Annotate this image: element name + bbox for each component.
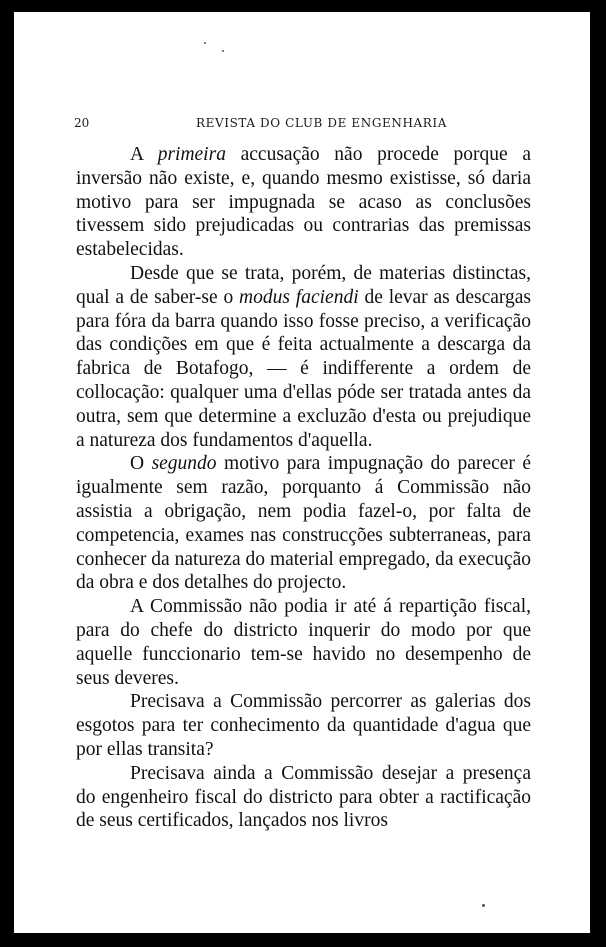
ink-speck bbox=[482, 904, 485, 907]
paragraph bbox=[76, 262, 531, 452]
paragraph bbox=[76, 762, 531, 833]
book-page bbox=[14, 12, 590, 933]
paragraph bbox=[76, 452, 531, 595]
paragraph bbox=[76, 595, 531, 690]
body-text bbox=[76, 143, 531, 833]
paragraph bbox=[76, 143, 531, 262]
paragraph-text: A Commissão não podia ir até á repartição fiscal, para do chefe do districto inquerir do modo por que aquelle funccionario tem-se havido no desempenho de seus deveres. bbox=[76, 596, 531, 689]
paragraph-text: de levar as descargas para fóra da barra quando isso fosse preciso, a verificação das condições em que é feita actualmente a descarga da fabrica de Botafogo, — é indifferente a ordem de collocação: qualquer uma d'ellas póde ser tratada antes da outra, sem que determine a excluzão d'esta ou prejudique a natureza dos fundamentos d'aquella. bbox=[76, 286, 532, 451]
emphasis: modus faciendi bbox=[239, 286, 359, 308]
paragraph-text: Precisava ainda a Commissão desejar a presença do engenheiro fiscal do districto para obter a ractificação de seus certificados, lançados nos livros bbox=[76, 762, 531, 832]
ink-speck bbox=[222, 50, 224, 52]
paragraph-text: accusação não procede porque a inversão não existe, e, quando mesmo existisse, só daria motivo para ser impugnada se acaso as conclusões tivessem sido prejudicadas ou contrarias das premissas estabelecidas. bbox=[76, 144, 531, 261]
paragraph-text: O bbox=[130, 453, 152, 475]
emphasis: primeira bbox=[157, 144, 226, 165]
page-number: 20 bbox=[74, 116, 90, 130]
ink-speck bbox=[204, 42, 206, 44]
paragraph-text: A bbox=[130, 144, 158, 165]
paragraph-text: Precisava a Commissão percorrer as galerias dos esgotos para ter conhecimento da quantidade d'agua que por ellas transita? bbox=[76, 691, 531, 760]
paragraph-text: motivo para impugnação do parecer é igualmente sem razão, porquanto á Commissão não assistia a obrigação, nem podia fazel-o, por falta de competencia, exames nas construcções subterraneas, para conhecer da natureza do material empregado, da execução da obra e dos detalhes do projecto. bbox=[76, 453, 531, 594]
emphasis: segundo bbox=[151, 453, 217, 475]
running-head bbox=[74, 116, 544, 136]
paragraph-text: Desde que se trata, porém, de materias distinctas, qual a de saber-se o bbox=[76, 262, 531, 308]
journal-title: REVISTA DO CLUB DE ENGENHARIA bbox=[196, 116, 448, 130]
paragraph bbox=[76, 690, 531, 761]
